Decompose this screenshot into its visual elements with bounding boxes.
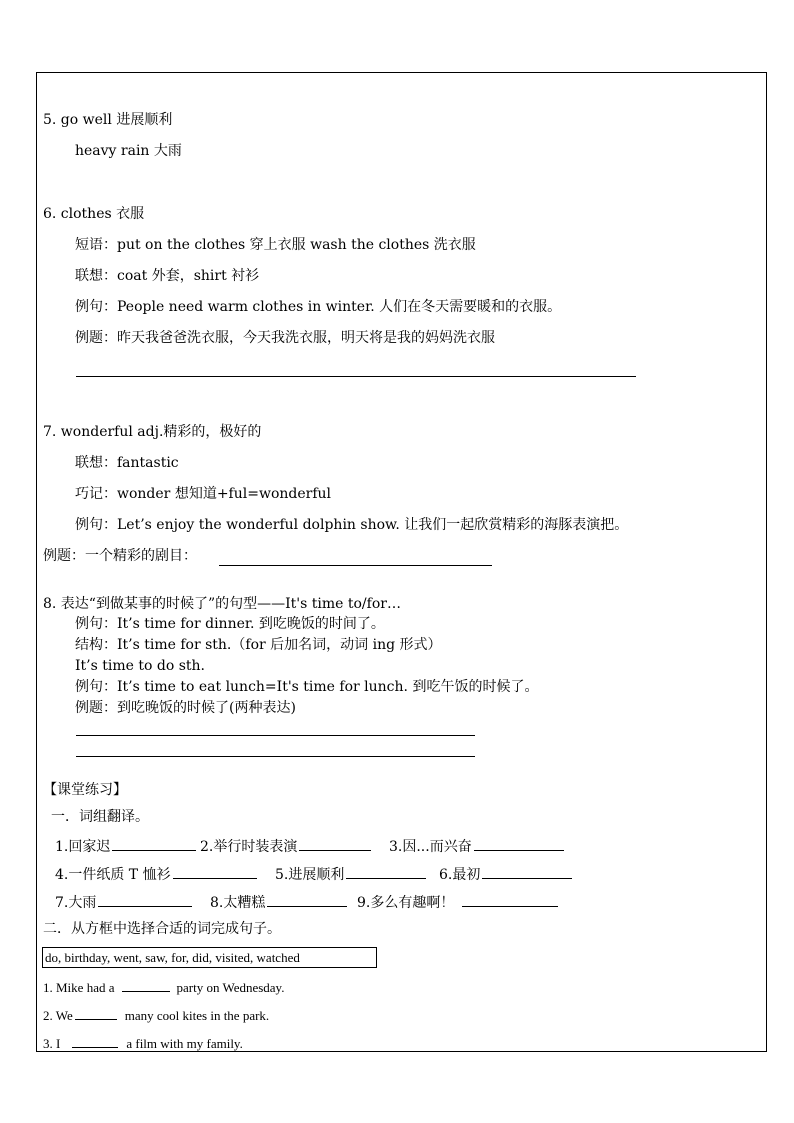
practice-title: 【课堂练习】 <box>43 782 127 798</box>
sentence-3: 3. I a film with my family. <box>43 1036 243 1051</box>
sentence-2: 2. We many cool kites in the park. <box>43 1008 270 1023</box>
phrase-q2: 2.举行时装表演 <box>200 838 371 854</box>
item8-answer-line-2[interactable] <box>76 756 475 757</box>
phrase-q8: 8.太糟糕 <box>210 894 347 910</box>
phrase-q1: 1.回家迟 <box>55 838 196 854</box>
q5-blank[interactable] <box>346 866 426 879</box>
practice-part2: 二．从方框中选择合适的词完成句子。 <box>43 921 281 937</box>
item8-example1: 例句：It’s time for dinner. 到吃晚饭的时间了。 <box>75 616 385 632</box>
practice-part1: 一．词组翻译。 <box>51 809 149 825</box>
q2-blank[interactable] <box>299 838 371 851</box>
phrase-q4: 4.一件纸质 T 恤衫 <box>55 866 257 882</box>
phrase-q7: 7.大雨 <box>55 894 192 910</box>
item6-phrase: 短语：put on the clothes 穿上衣服 wash the clothes 洗衣服 <box>75 237 476 253</box>
q9-blank[interactable] <box>462 894 558 907</box>
q4-blank[interactable] <box>173 866 257 879</box>
item7-exercise: 例题：一个精彩的剧目： <box>43 548 197 564</box>
s2-blank[interactable] <box>75 1007 117 1020</box>
item8-answer-line-1[interactable] <box>76 735 475 736</box>
q1-blank[interactable] <box>112 838 196 851</box>
item6-example: 例句：People need warm clothes in winter. 人们在冬天需要暖和的衣服。 <box>75 299 562 315</box>
q6-blank[interactable] <box>482 866 572 879</box>
item7-example: 例句：Let’s enjoy the wonderful dolphin show. 让我们一起欣赏精彩的海豚表演把。 <box>75 517 629 533</box>
phrase-q5: 5.进展顺利 <box>275 866 426 882</box>
item6-answer-line[interactable] <box>76 376 636 377</box>
item8-heading: 8. 表达“到做某事的时候了”的句型——It's time to/for… <box>43 596 401 612</box>
phrase-q6: 6.最初 <box>439 866 572 882</box>
item8-exercise: 例题：到吃晚饭的时候了(两种表达) <box>75 700 296 716</box>
phrase-q9: 9.多么有趣啊！ <box>357 894 558 910</box>
phrase-q3: 3.因...而兴奋 <box>389 838 564 854</box>
item8-structure2: It’s time to do sth. <box>75 658 205 674</box>
s3-blank[interactable] <box>72 1035 118 1048</box>
item6-assoc: 联想：coat 外套，shirt 衬衫 <box>75 268 260 284</box>
item8-example2: 例句：It’s time to eat lunch=It's time for lunch. 到吃午饭的时候了。 <box>75 679 539 695</box>
q8-blank[interactable] <box>267 894 347 907</box>
item7-assoc: 联想：fantastic <box>75 455 179 471</box>
item6-exercise: 例题：昨天我爸爸洗衣服，今天我洗衣服，明天将是我的妈妈洗衣服 <box>75 330 495 346</box>
item6-heading: 6. clothes 衣服 <box>43 206 145 222</box>
item7-mnemonic: 巧记：wonder 想知道+ful=wonderful <box>75 486 331 502</box>
word-box-text: do, birthday, went, saw, for, did, visited, watched <box>45 950 300 965</box>
q7-blank[interactable] <box>98 894 192 907</box>
s1-blank[interactable] <box>122 979 170 992</box>
item5-line1: heavy rain 大雨 <box>75 143 182 159</box>
item8-structure: 结构：It’s time for sth.（for 后加名词，动词 ing 形式） <box>75 637 442 653</box>
item7-heading: 7. wonderful adj.精彩的，极好的 <box>43 424 262 440</box>
q3-blank[interactable] <box>474 838 564 851</box>
item5-heading: 5. go well 进展顺利 <box>43 112 173 128</box>
item7-answer-line[interactable] <box>219 565 492 566</box>
sentence-1: 1. Mike had a party on Wednesday. <box>43 980 285 995</box>
